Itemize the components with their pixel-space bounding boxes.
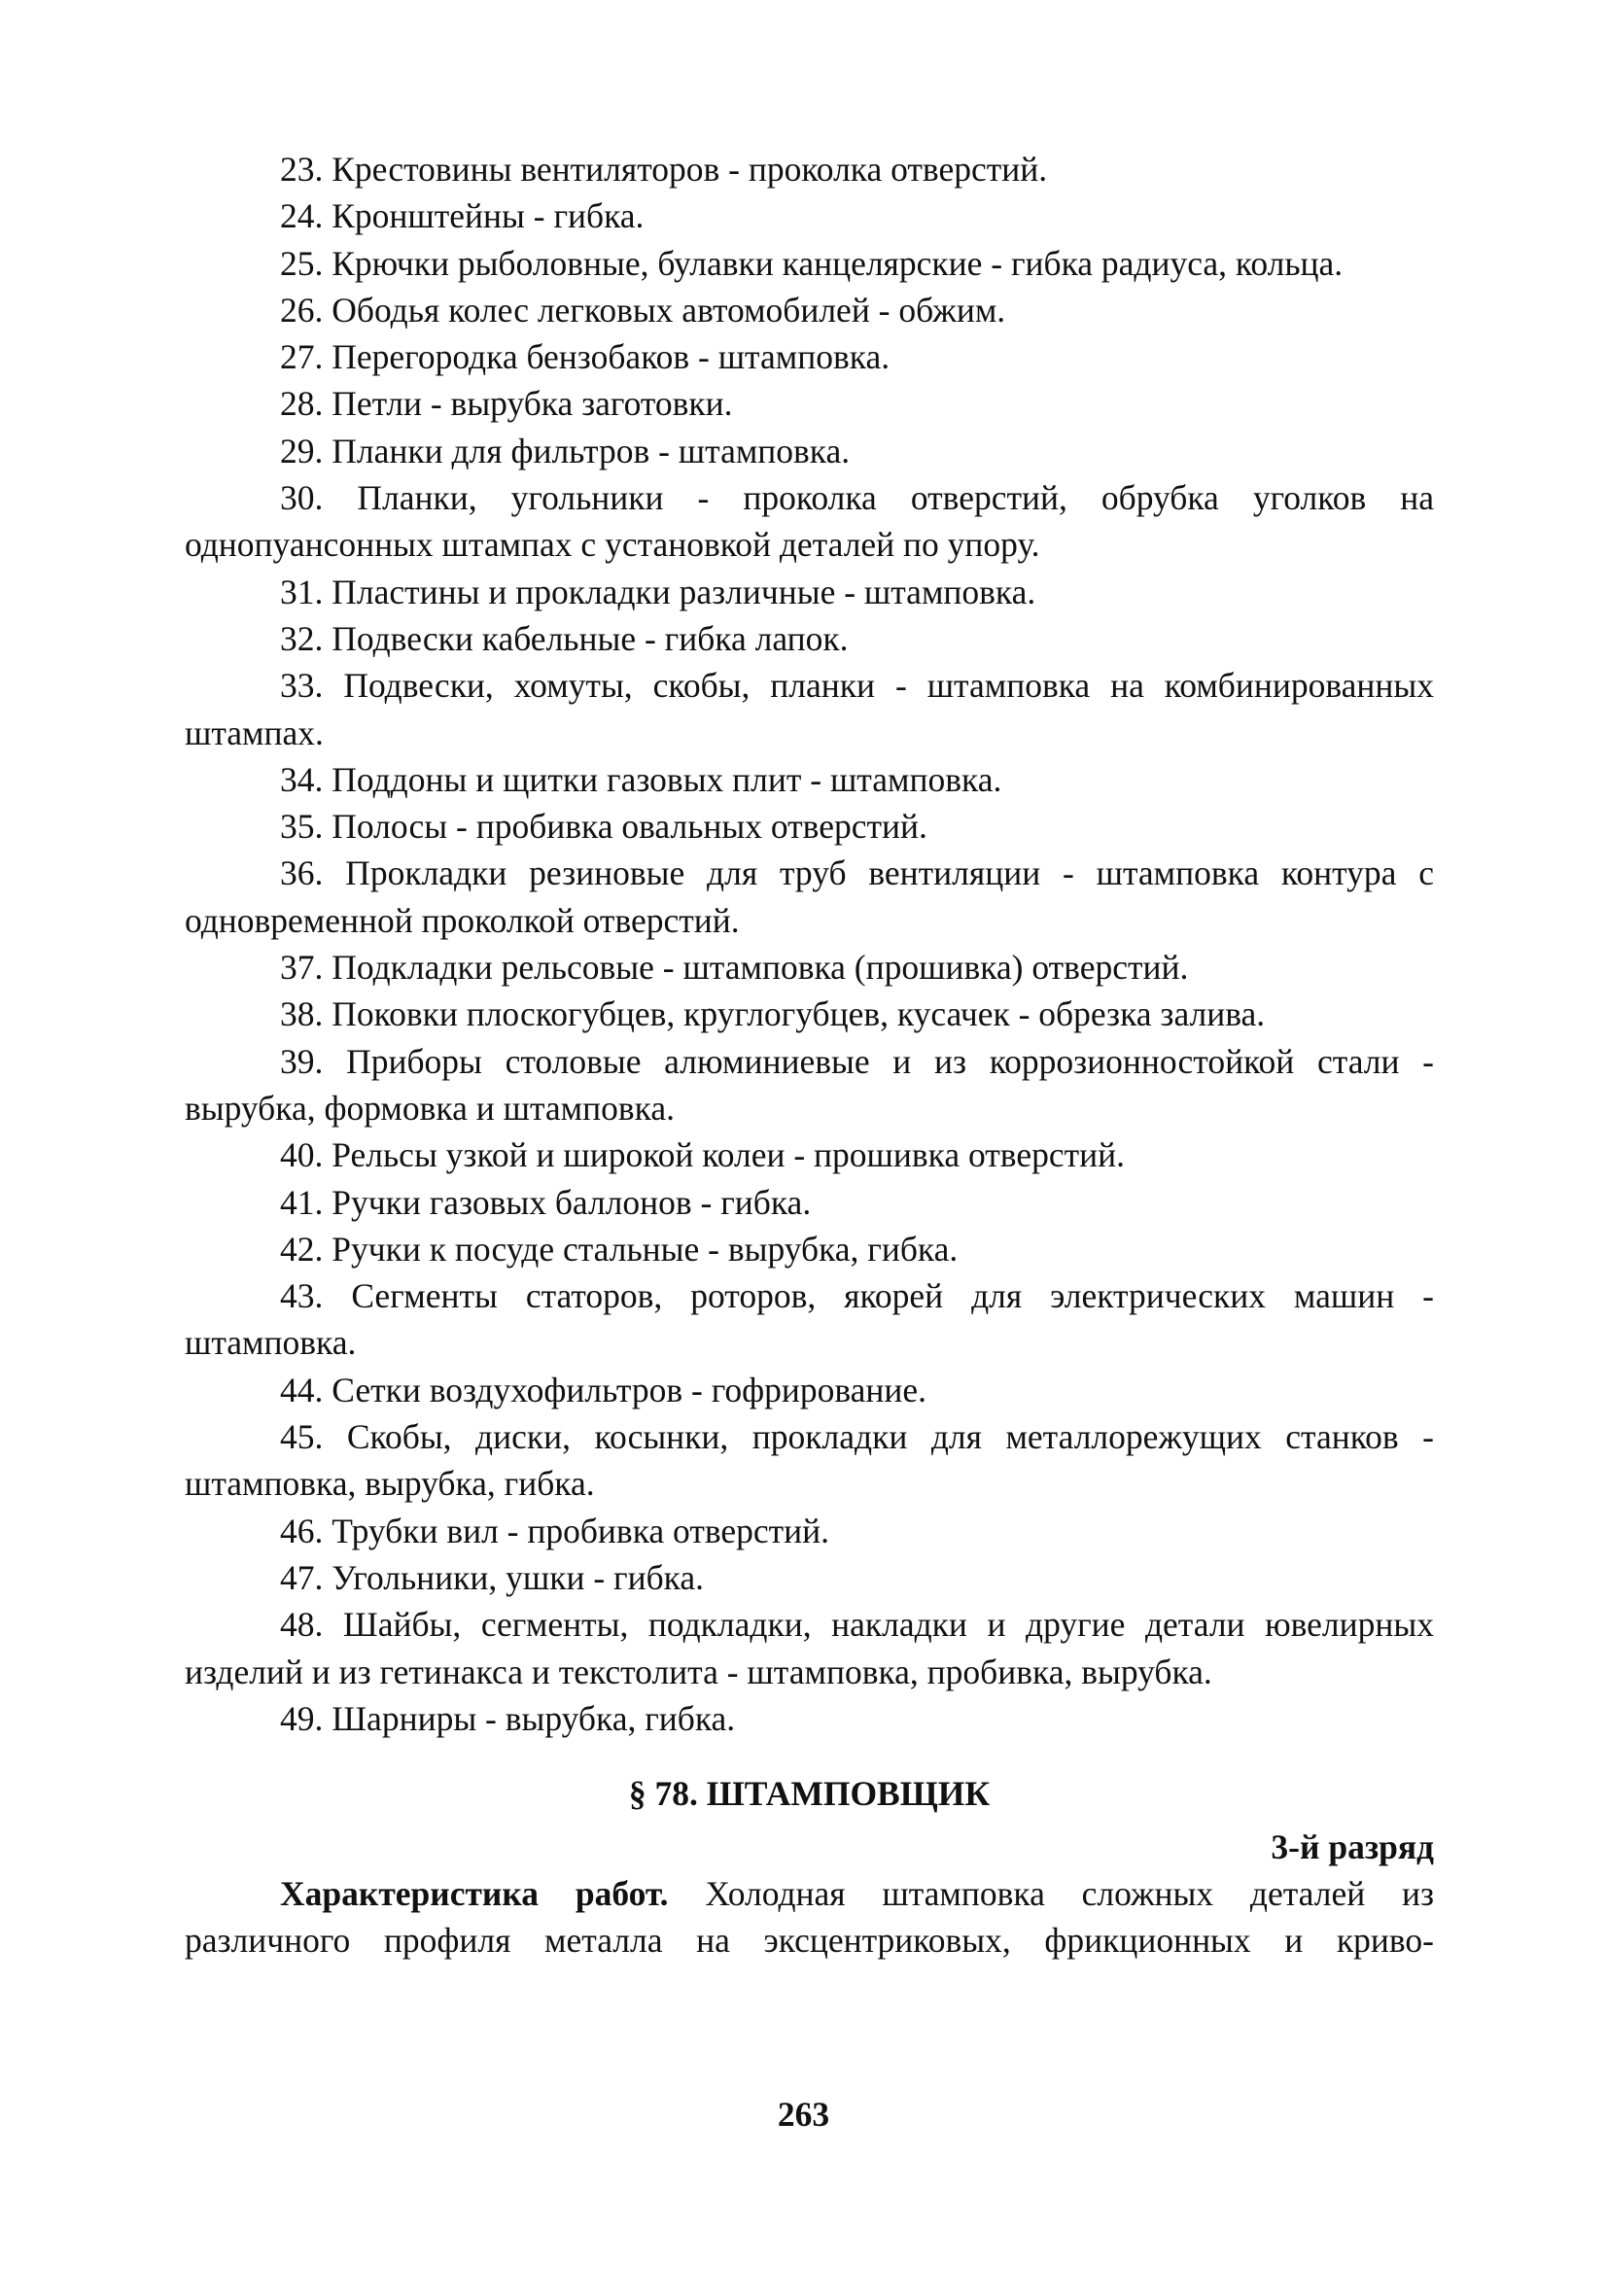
list-item: 38. Поковки плоскогубцев, круглогубцев, кусачек - обрезка залива. xyxy=(280,994,1266,1034)
document-page xyxy=(185,146,1434,1965)
list-item: 33. Подвески, хомуты, скобы, планки - штамповка на комбинированных штампах. xyxy=(185,666,1434,752)
page-number: 263 xyxy=(777,2095,830,2134)
list-item: 42. Ручки к посуде стальные - вырубка, гибка. xyxy=(280,1229,959,1269)
list-item: 24. Кронштейны - гибка. xyxy=(280,196,645,236)
characteristic-label: Характеристика работ. xyxy=(280,1874,669,1914)
list-item: 31. Пластины и прокладки различные - штамповка. xyxy=(280,572,1036,611)
list-item: 27. Перегородка бензобаков - штамповка. xyxy=(280,337,891,377)
list-item: 48. Шайбы, сегменты, подкладки, накладки и другие детали ювелирных изделий и из гетинакса и текстолита - штамповка, пробивка, вырубка. xyxy=(185,1605,1434,1691)
work-examples-list xyxy=(185,146,1434,1742)
list-item: 44. Сетки воздухофильтров - гофрирование. xyxy=(280,1370,927,1409)
list-item: 30. Планки, угольники - проколка отверстий, обрубка уголков на однопуансонных штампах с установкой деталей по упору. xyxy=(185,478,1434,565)
list-item: 29. Планки для фильтров - штамповка. xyxy=(280,431,851,470)
list-item: 26. Ободья колес легковых автомобилей - обжим. xyxy=(280,290,1006,330)
list-item: 23. Крестовины вентиляторов - проколка отверстий. xyxy=(280,150,1048,189)
grade-heading: 3-й разряд xyxy=(1271,1827,1434,1867)
list-item: 43. Сегменты статоров, роторов, якорей для электрических машин - штамповка. xyxy=(185,1276,1434,1363)
list-item: 37. Подкладки рельсовые - штамповка (прошивка) отверстий. xyxy=(280,948,1189,988)
list-item: 49. Шарниры - вырубка, гибка. xyxy=(280,1698,736,1738)
list-item: 39. Приборы столовые алюминиевые и из коррозионностойкой стали - вырубка, формовка и штамповка. xyxy=(185,1041,1434,1128)
list-item: 47. Угольники, ушки - гибка. xyxy=(280,1557,704,1597)
list-item: 45. Скобы, диски, косынки, прокладки для металлорежущих станков - штамповка, вырубка, гибка. xyxy=(185,1417,1434,1504)
list-item: 40. Рельсы узкой и широкой колеи - прошивка отверстий. xyxy=(280,1135,1125,1175)
list-item: 32. Подвески кабельные - гибка лапок. xyxy=(280,618,849,658)
list-item: 35. Полосы - пробивка овальных отверстий. xyxy=(280,807,927,847)
section-title: § 78. ШТАМПОВЩИК xyxy=(628,1774,991,1814)
list-item: 46. Трубки вил - пробивка отверстий. xyxy=(280,1511,830,1550)
list-item: 34. Поддоны и щитки газовых плит - штамповка. xyxy=(280,759,1002,799)
list-item: 28. Петли - вырубка заготовки. xyxy=(280,384,733,424)
list-item: 25. Крючки рыболовные, булавки канцелярские - гибка радиуса, кольца. xyxy=(280,243,1344,283)
list-item: 41. Ручки газовых баллонов - гибка. xyxy=(280,1182,812,1222)
list-item: 36. Прокладки резиновые для труб вентиляции - штамповка контура с одновременной проколкой отверстий. xyxy=(185,853,1434,940)
characteristic-paragraph xyxy=(185,1870,1434,1965)
characteristic-text: Холодная штамповка сложных деталей из различного профиля металла на эксцентриковых, фрикционных и криво- xyxy=(185,1874,1435,1961)
